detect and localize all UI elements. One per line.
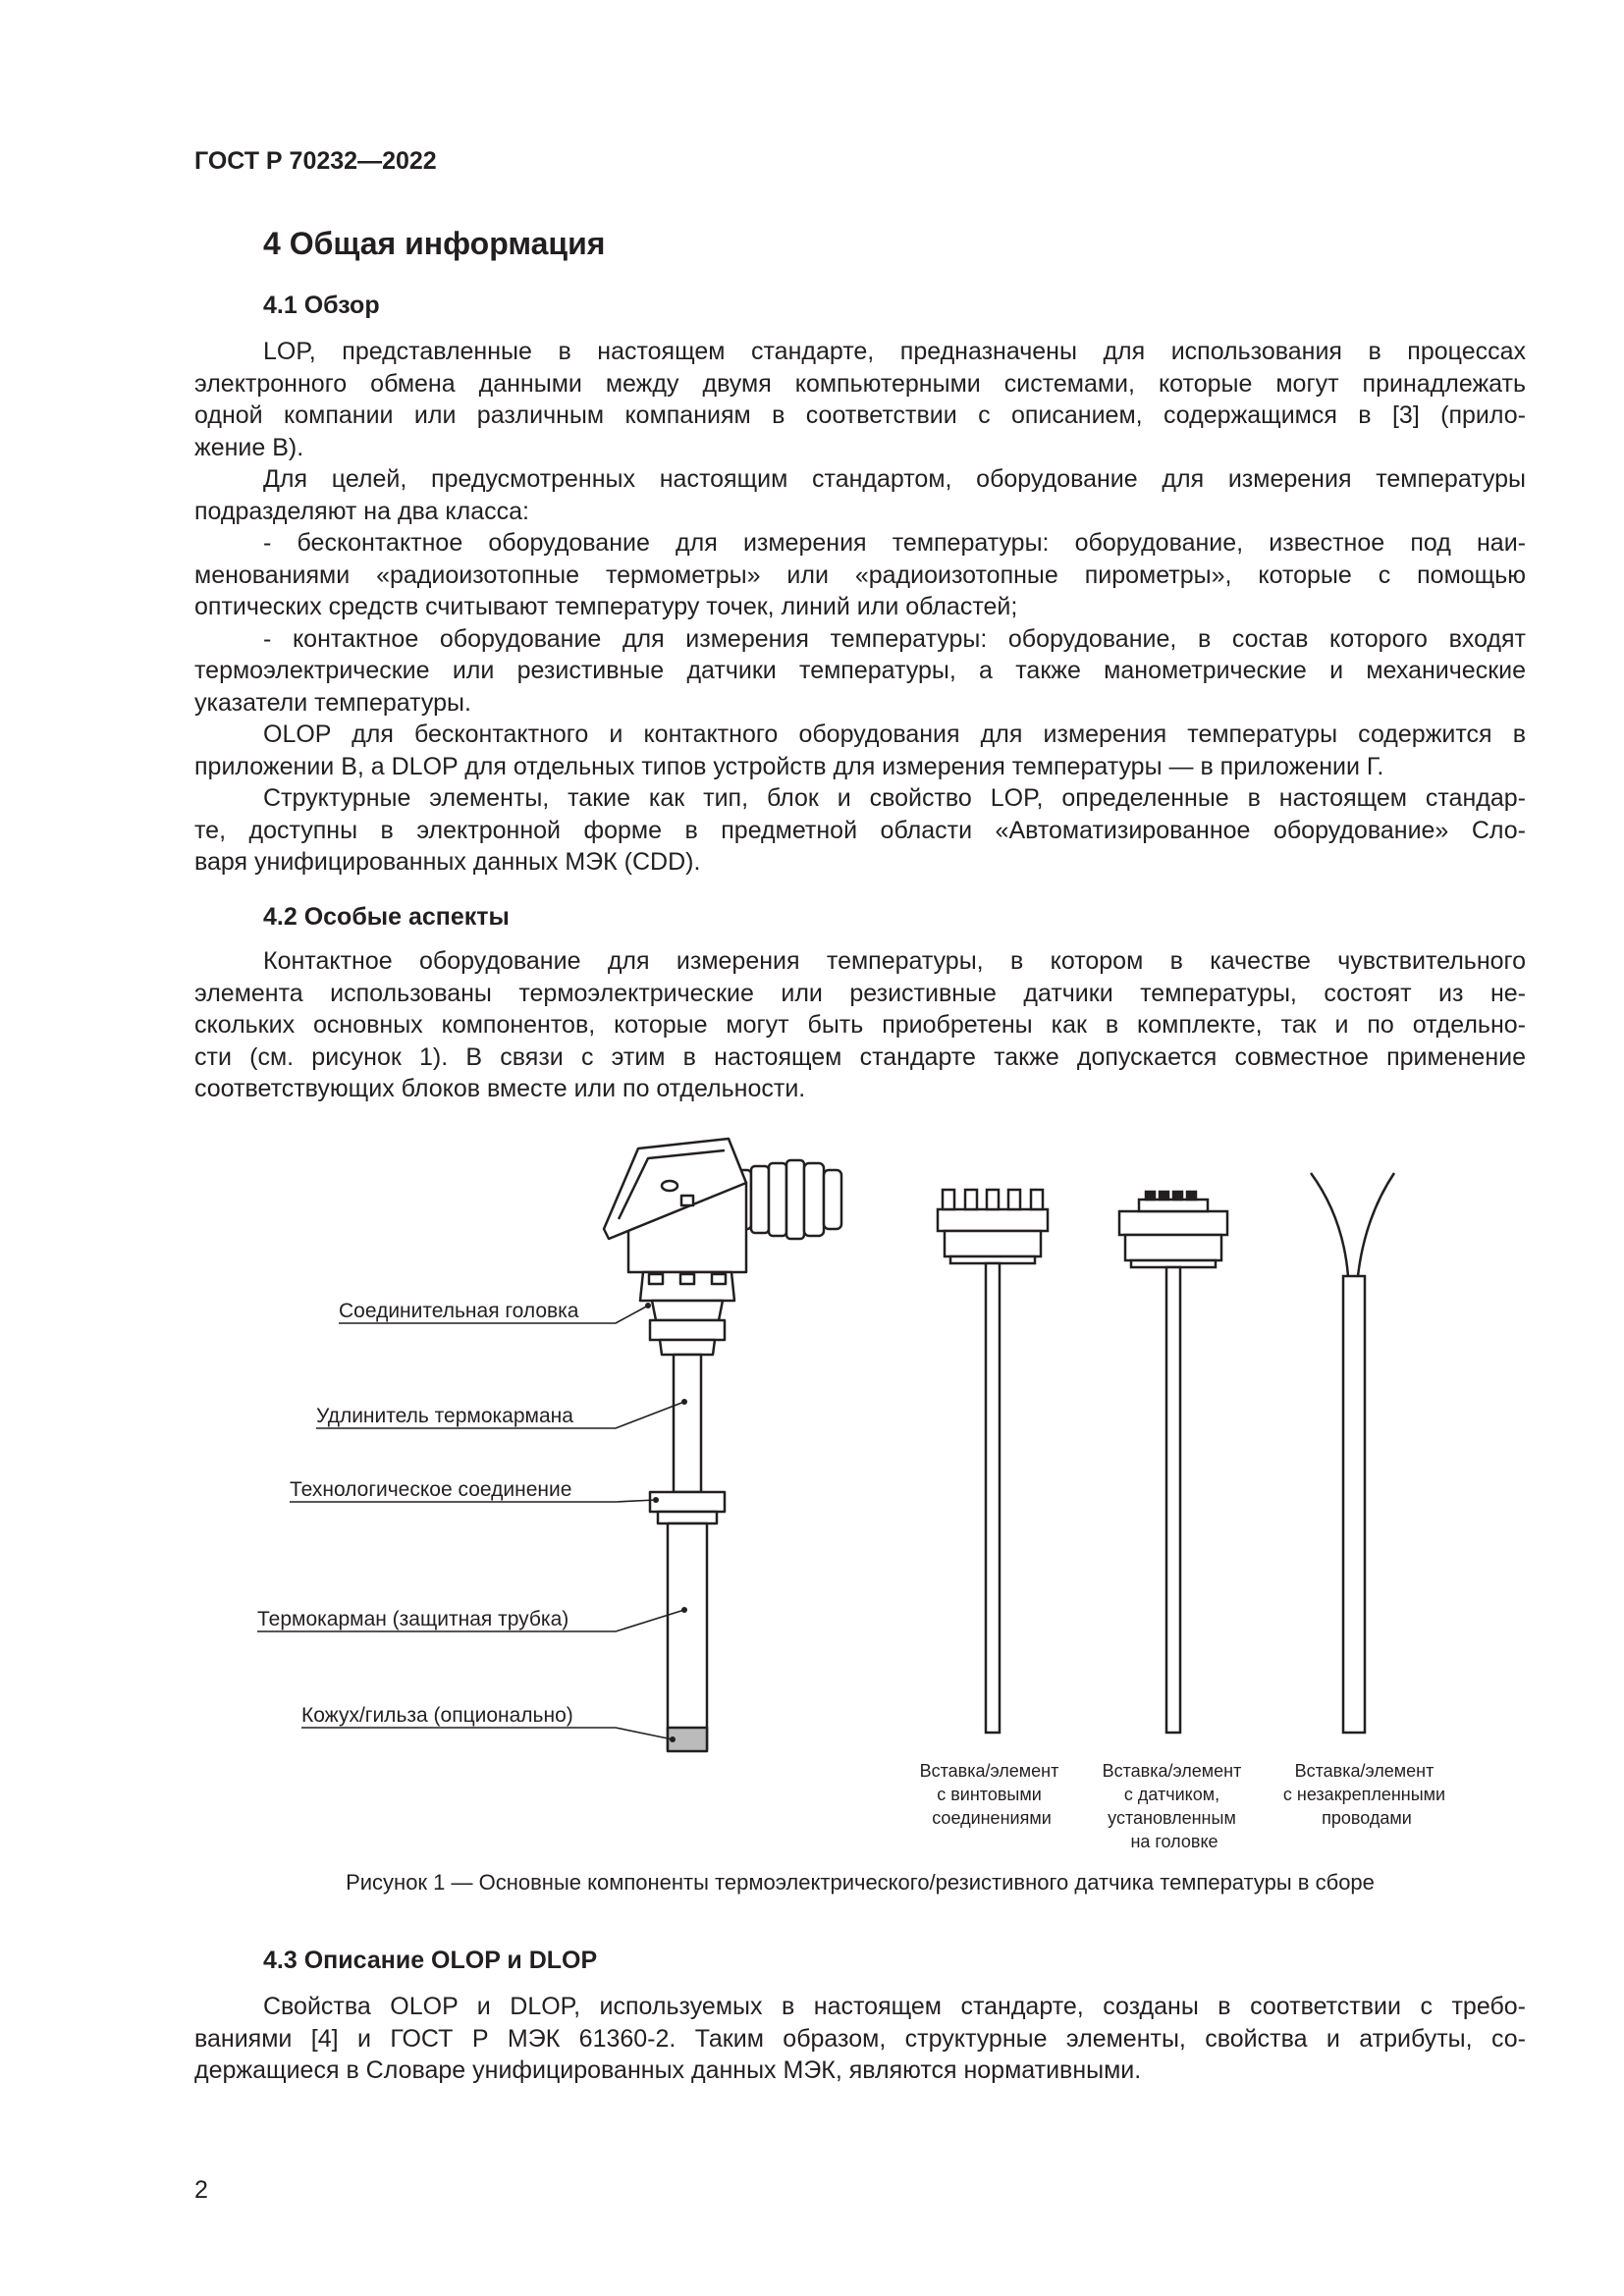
section-title: 4 Общая информация <box>263 226 606 261</box>
cable-gland-part <box>769 1163 786 1236</box>
insert-flying-leads <box>1311 1173 1394 1733</box>
transmitter-pin <box>1146 1192 1155 1200</box>
subsection-4-2-title: 4.2 Особые аспекты <box>263 903 510 931</box>
subsection-4-3-body <box>194 1991 1526 2087</box>
insert-rod <box>1166 1267 1180 1733</box>
terminal-screw <box>987 1190 999 1209</box>
paragraph-line: ваниями [4] и ГОСТ Р МЭК 61360-2. Таким образом, структурные элементы, свойства и атрибуты, со- <box>194 2024 1526 2053</box>
lead-wire <box>1358 1173 1394 1276</box>
leader-lines <box>257 1306 684 1739</box>
caption-line: Вставка/элемент <box>1102 1761 1242 1781</box>
assembled-sensor <box>604 1139 841 1751</box>
paragraph-line: соответствующих блоков вместе или по отдельности. <box>194 1075 806 1102</box>
cable-gland-part <box>786 1160 804 1239</box>
transmitter-pin <box>1173 1192 1182 1200</box>
caption-line: на головке <box>1130 1832 1218 1851</box>
caption-line: с винтовыми <box>937 1785 1042 1804</box>
insert-rod <box>1343 1276 1365 1733</box>
insert-screw-terminals <box>938 1190 1048 1733</box>
document-header: ГОСТ Р 70232—2022 <box>194 147 437 175</box>
insert-head-transmitter <box>1119 1192 1227 1733</box>
insert-1-caption <box>920 1761 1064 1828</box>
process-connection <box>650 1492 725 1512</box>
paragraph-line: приложении В, а DLOP для отдельных типов устройств для измерения температуры — в приложении Г. <box>194 752 1384 780</box>
lid-screw <box>662 1181 677 1191</box>
paragraph-line: жение В). <box>194 433 304 461</box>
paragraph-line: электронного обмена данными между двумя компьютерными системами, которые могут принадлежать <box>194 369 1526 398</box>
paragraph-line: сти (см. рисунок 1). В связи с этим в настоящем стандарте также допускается совместное применение <box>194 1042 1526 1071</box>
head-bolt <box>712 1274 726 1284</box>
head-neck <box>652 1301 723 1320</box>
caption-line: с датчиком, <box>1123 1785 1220 1804</box>
caption-line: Вставка/элемент <box>919 1761 1059 1781</box>
process-connection-collar <box>658 1512 717 1523</box>
head-bolt <box>680 1274 694 1284</box>
head-bolt <box>649 1274 663 1284</box>
figure-caption: Рисунок 1 — Основные компоненты термоэлектрического/резистивного датчика температуры в сборе <box>346 1870 1375 1895</box>
paragraph-line: - контактное оборудование для измерения температуры: оборудование, в состав которого входят <box>263 624 1526 653</box>
paragraph-line: - бесконтактное оборудование для измерения температуры: оборудование, известное под наи- <box>263 529 1526 557</box>
terminal-base <box>945 1231 1041 1256</box>
caption-line: Вставка/элемент <box>1294 1761 1435 1781</box>
leader-dot <box>670 1736 676 1742</box>
transmitter-body <box>1125 1235 1221 1260</box>
thermowell-tube <box>668 1523 707 1749</box>
paragraph-line: Структурные элементы, такие как тип, блок и свойство LOP, определенные в настоящем стандар- <box>263 784 1526 812</box>
terminal-screw <box>1008 1190 1020 1209</box>
paragraph-line: подразделяют на два класса: <box>194 497 529 525</box>
paragraph-line: одной компании или различным компаниям в соответствии с описанием, содержащимся в [3] (прило- <box>194 401 1526 429</box>
caption-line: проводами <box>1322 1808 1412 1828</box>
label-thermowell: Термокарман (защитная трубка) <box>257 1608 569 1630</box>
transmitter-terminals <box>1139 1200 1208 1211</box>
insert-2-caption <box>1103 1761 1247 1851</box>
leader-dot <box>681 1607 687 1613</box>
label-thermowell-extension: Удлинитель термокармана <box>316 1405 573 1427</box>
paragraph-line: скольких основных компонентов, которые могут быть приобретены как в комплекте, так и по отдельно- <box>194 1011 1526 1039</box>
caption-line: соединениями <box>932 1808 1052 1828</box>
caption-line: установленным <box>1108 1808 1236 1828</box>
paragraph-line: держащиеся в Словаре унифицированных данных МЭК, являются нормативными. <box>194 2056 1142 2084</box>
transmitter-pin <box>1187 1192 1196 1200</box>
leader-sleeve <box>301 1728 673 1739</box>
extension-tube <box>674 1355 701 1492</box>
neck-nut <box>650 1320 725 1340</box>
lead-wire <box>1311 1173 1348 1276</box>
paragraph-line: варя унифицированных данных МЭК (CDD). <box>194 848 701 876</box>
paragraph-line: те, доступны в электронной форме в предметной области «Автоматизированное оборудование» Сло- <box>194 816 1526 844</box>
paragraph-line: оптических средств считывают температуру точек, линий или областей; <box>194 593 1018 620</box>
caption-line: с незакрепленными <box>1282 1785 1446 1804</box>
subsection-4-3-title: 4.3 Описание OLOP и DLOP <box>263 1947 598 1974</box>
paragraph-line: указатели температуры. <box>194 688 471 717</box>
paragraph-line: Для целей, предусмотренных настоящим стандартом, оборудование для измерения температуры <box>263 465 1526 493</box>
page-number: 2 <box>194 2176 208 2204</box>
cable-gland-part <box>824 1170 841 1229</box>
leader-dot <box>653 1497 659 1503</box>
transmitter-pin <box>1160 1192 1168 1200</box>
paragraph-line: LOP, представленные в настоящем стандарте, предназначены для использования в процессах <box>263 338 1526 365</box>
label-process-connection: Технологическое соединение <box>290 1478 572 1501</box>
terminal-screw <box>965 1190 977 1209</box>
insert-rod <box>986 1263 1000 1733</box>
insert-3-caption <box>1283 1761 1450 1828</box>
cable-gland-part <box>751 1166 769 1233</box>
subsection-4-1-title: 4.1 Обзор <box>263 292 380 319</box>
paragraph-line: Контактное оборудование для измерения температуры, в котором в качестве чувствительного <box>263 947 1526 975</box>
label-connection-head: Соединительная головка <box>339 1300 579 1322</box>
paragraph-line: элемента использованы термоэлектрические или резистивные датчики температуры, состоят из не- <box>194 979 1526 1007</box>
terminal-screw <box>943 1190 954 1209</box>
paragraph-line: Свойства OLOP и DLOP, используемых в настоящем стандарте, созданы в соответствии с требо- <box>263 1993 1526 2020</box>
paragraph-line: OLOP для бесконтактного и контактного оборудования для измерения температуры содержится в <box>263 721 1526 748</box>
cable-gland-part <box>804 1163 824 1236</box>
paragraph-line: менованиями «радиоизотопные термометры» или «радиоизотопные пирометры», которые с помощью <box>194 561 1526 589</box>
lid-latch <box>681 1196 693 1205</box>
leader-dot <box>681 1399 687 1405</box>
leader-dot <box>645 1303 651 1308</box>
paragraph-line: термоэлектрические или резистивные датчики температуры, а также манометрические и механические <box>194 657 1526 684</box>
terminal-screw <box>1031 1190 1043 1209</box>
neck-nipple <box>660 1340 715 1355</box>
label-sleeve: Кожух/гильза (опционально) <box>301 1704 573 1727</box>
terminal-block <box>938 1209 1048 1231</box>
transmitter-top <box>1119 1211 1227 1235</box>
